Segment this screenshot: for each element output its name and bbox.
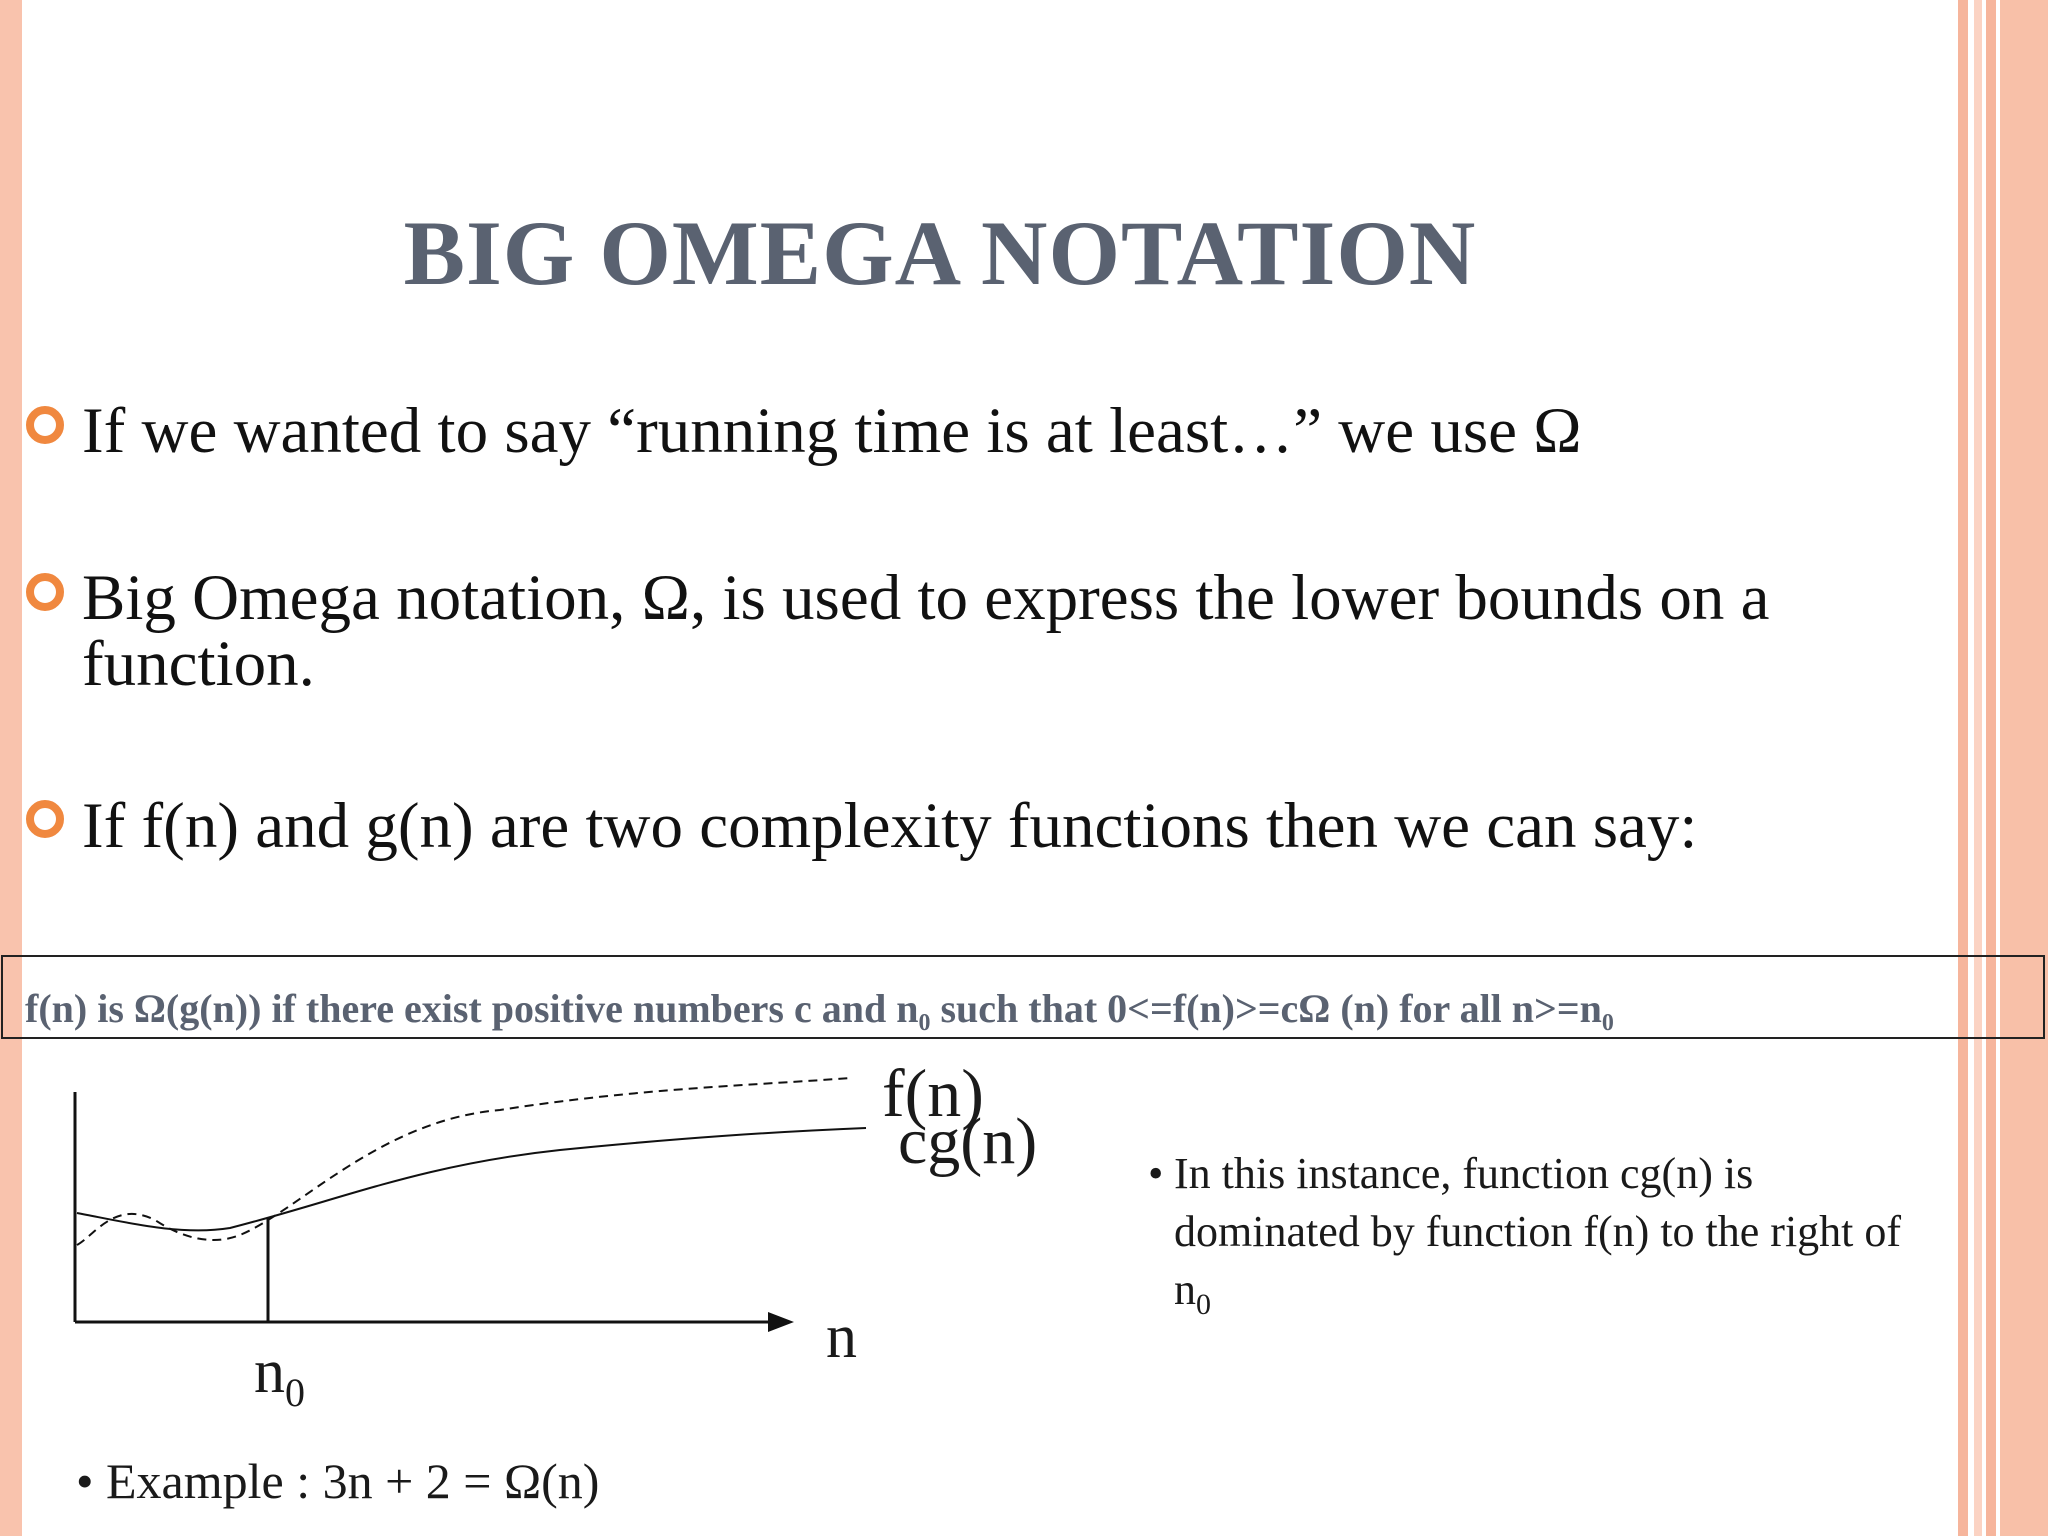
f-label: f(n) <box>882 1055 984 1131</box>
cg-label: cg(n) <box>898 1105 1038 1178</box>
n0-label: $n_0$ <box>254 1338 305 1415</box>
right-border-stripe-2 <box>1974 0 1982 1536</box>
bullet-1: If we wanted to say “running time is at least…” we use Ω <box>82 395 1582 467</box>
bullet-marker-icon <box>26 406 64 444</box>
n-axis-label: n <box>826 1303 857 1371</box>
slide-title: BIG OMEGA NOTATION <box>403 202 1477 304</box>
x-axis-arrow-icon <box>768 1312 794 1332</box>
side-note <box>1148 1145 1948 1334</box>
example-text: • Example : 3n + 2 = Ω(n) <box>76 1453 600 1509</box>
right-border-stripe-4 <box>2000 0 2048 1536</box>
f-curve <box>77 1078 850 1245</box>
side-note-bullet: • <box>1148 1149 1164 1198</box>
definition-box <box>1 955 2045 1039</box>
right-border-stripe-1 <box>1958 0 1968 1536</box>
bullet-3: If f(n) and g(n) are two complexity functions then we can say: <box>82 790 1698 862</box>
definition-text: f(n) is Ω(g(n)) if there exist positive numbers c and n₀ such that 0<=f(n)>=cΩ (n) for all n>=n₀ <box>25 986 1614 1031</box>
right-border-stripe-3 <box>1986 0 1996 1536</box>
bullet-marker-icon <box>26 800 64 838</box>
bullet-2: Big Omega notation, Ω, is used to express the lower bounds on a function. <box>82 562 1770 700</box>
side-note-subscript: 0 <box>1196 1287 1211 1321</box>
omega-graph <box>0 1040 1100 1460</box>
side-note-text: In this instance, function cg(n) is dominated by function f(n) to the right of n <box>1174 1149 1902 1314</box>
cg-curve <box>77 1128 866 1230</box>
bullet-marker-icon <box>26 573 64 611</box>
